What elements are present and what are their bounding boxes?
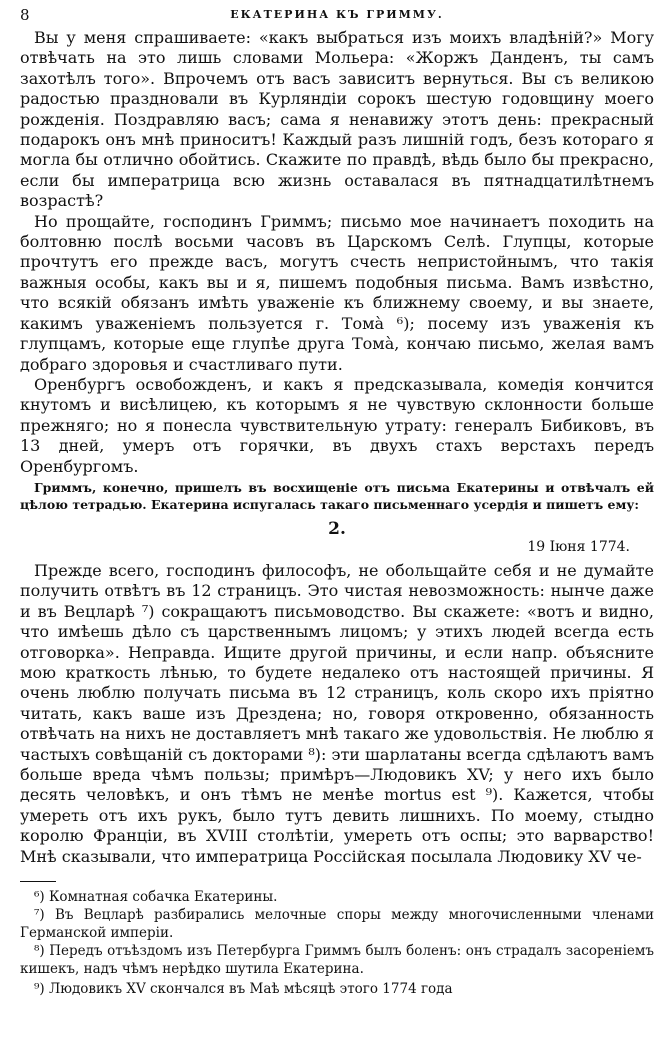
page-number: 8 [20,6,30,24]
footnote: ⁷) Въ Вецларѣ разбирались мелочные споры между многочисленными членами Германской имперіи. [20,907,654,942]
footnote: ⁸) Передъ отъѣздомъ изъ Петербурга Гриммъ былъ боленъ: онъ страдалъ засореніемъ кишекъ, надъ чѣмъ нерѣдко шутила Екатерина. [20,943,654,978]
footnote: ⁹) Людовикъ XV скончался въ Маѣ мѣсяцѣ этого 1774 года [34,981,453,998]
body-paragraph: Вы у меня спрашиваете: «какъ выбраться изъ моихъ владѣній?» Могу отвѣчать на это лишь словами Мольера: «Жоржъ Данденъ, ты самъ захотѣлъ того». Впрочемъ отъ васъ зависитъ вернуться. Вы съ великою радостью праздновали въ Курляндіи сорокъ шестую годовщину моего рожденія. Поздравляю васъ; сама я ненавижу этотъ день: прекрасный подарокъ онъ мнѣ приноситъ! Каждый разъ лишній годъ, безъ котораго я могла бы отлично обойтись. Скажите по правдѣ, вѣдь было бы прекрасно, если бы императрица всю жизнь оставалася въ пятнадцатилѣтнемъ возрастѣ? [20,28,654,211]
page-header [20,6,654,28]
body-paragraph: Но прощайте, господинъ Гриммъ; письмо мое начинаетъ походить на болтовню послѣ восьми часовъ въ Царскомъ Селѣ. Глупцы, которые прочтутъ его прежде васъ, могутъ счесть непристойнымъ, что такія важныя особы, какъ вы и я, пишемъ подобныя письма. Вамъ извѣстно, что всякій обязанъ имѣть уваженіе къ ближнему своему, и вы знаете, какимъ уваженіемъ пользуется г. Томà ⁶); посему изъ уваженія къ глупцамъ, которые еще глупѣе друга Томà, кончаю письмо, желая вамъ добраго здоровья и счастливаго пути. [20,211,654,374]
editorial-note: Гриммъ, конечно, пришелъ въ восхищеніе отъ письма Екатерины и отвѣчалъ ей цѣлою тетрадью. Екатерина испугалась такаго письменнаго усердія и пишетъ ему: [20,479,654,512]
footnote-divider [20,881,56,882]
body-paragraph: Оренбургъ освобожденъ, и какъ я предсказывала, комедія кончится кнутомъ и висѣлицею, къ которымъ я не чувствую склонности больше прежняго; но я понесла чувствительную утрату: генералъ Бибиковъ, въ 13 дней, умеръ отъ горячки, въ двухъ стахъ верстахъ передъ Оренбургомъ. [20,374,654,476]
letter-date: 19 Іюня 1774. [527,538,630,555]
letter-number: 2. [328,518,346,539]
running-title: ЕКАТЕРИНА КЪ ГРИММУ. [230,8,444,21]
footnote: ⁶) Комнатная собачка Екатерины. [34,889,278,906]
letter-paragraph: Прежде всего, господинъ философъ, не обольщайте себя и не думайте получить отвѣтъ въ 12 страницъ. Это чистая невозможность: нынче даже и въ Вецларѣ ⁷) сокращаютъ письмоводство. Вы скажете: «вотъ и видно, что имѣешь дѣло съ царственнымъ лицомъ; у этихъ людей всегда есть отговорка». Неправда. Ищите другой причины, и если напр. объясните мою краткость лѣнью, то будете недалеко отъ настоящей причины. Я очень люблю получать письма въ 12 страницъ, коль скоро ихъ пріятно читать, какъ ваше изъ Дрездена; но, говоря откровенно, обязанность отвѣчать на нихъ не доставляетъ мнѣ такаго же удовольствія. Не люблю я частыхъ совѣщаній съ докторами ⁸): эти шарлатаны всегда сдѣлаютъ вамъ больше вреда чѣмъ пользы; примѣръ—Людовикъ XV; у него ихъ было десять человѣкъ, и онъ тѣмъ не менѣе mortus est ⁹). Кажется, чтобы умереть отъ ихъ рукъ, было тутъ девить лишнихъ. По моему, стыдно королю Франціи, въ XVIII столѣтіи, умереть отъ оспы; это варварство! Мнѣ сказывали, что императрица Россійская посылала Людовику XV че- [20,560,654,866]
